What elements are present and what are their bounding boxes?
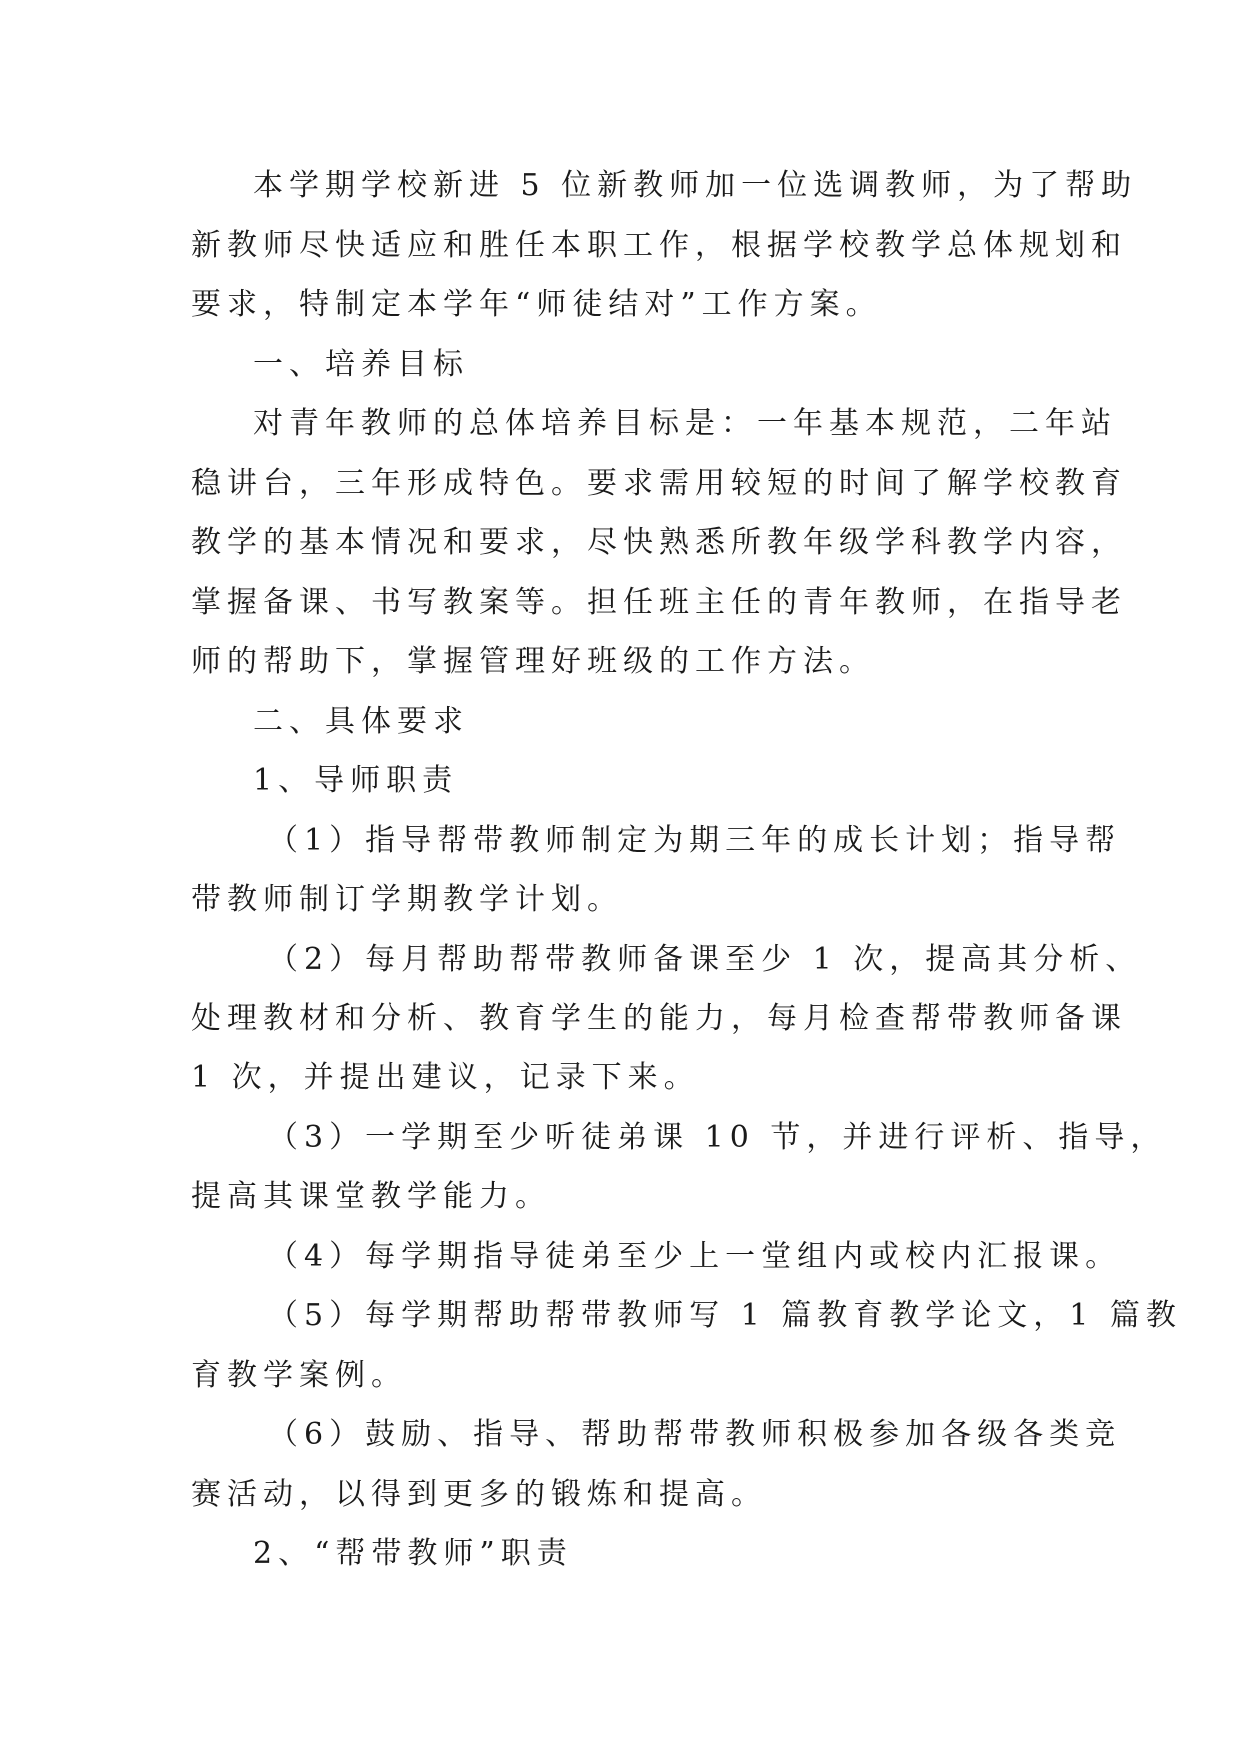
goals-line-1: 对青年教师的总体培养目标是：一年基本规范，二年站 xyxy=(253,406,1117,441)
item-4-line-1: （4）每学期指导徒弟至少上一堂组内或校内汇报课。 xyxy=(268,1239,1122,1274)
subheading-mentee-duties: 2、“帮带教师”职责 xyxy=(253,1536,573,1571)
intro-line-2: 新教师尽快适应和胜任本职工作，根据学校教学总体规划和 xyxy=(191,228,1127,263)
item-2-line-1: （2）每月帮助帮带教师备课至少 1 次，提高其分析、 xyxy=(268,942,1142,977)
item-1-line-1: （1）指导帮带教师制定为期三年的成长计划；指导帮 xyxy=(268,823,1122,858)
intro-line-3: 要求，特制定本学年“师徒结对”工作方案。 xyxy=(191,287,882,322)
item-3-line-2: 提高其课堂教学能力。 xyxy=(191,1179,551,1214)
section-heading-requirements: 二、具体要求 xyxy=(253,704,469,739)
item-3-line-1: （3）一学期至少听徒弟课 10 节，并进行评析、指导， xyxy=(268,1120,1167,1155)
item-1-line-2: 带教师制订学期教学计划。 xyxy=(191,882,623,917)
item-5-line-1: （5）每学期帮助帮带教师写 1 篇教育教学论文，1 篇教 xyxy=(268,1298,1182,1333)
goals-line-3: 教学的基本情况和要求，尽快熟悉所教年级学科教学内容， xyxy=(191,525,1127,560)
item-2-line-2: 处理教材和分析、教育学生的能力，每月检查帮带教师备课 xyxy=(191,1001,1127,1036)
item-5-line-2: 育教学案例。 xyxy=(191,1358,407,1393)
item-6-line-1: （6）鼓励、指导、帮助帮带教师积极参加各级各类竞 xyxy=(268,1417,1122,1452)
item-6-line-2: 赛活动，以得到更多的锻炼和提高。 xyxy=(191,1477,767,1512)
item-2-line-3: 1 次，并提出建议，记录下来。 xyxy=(191,1060,700,1095)
subheading-mentor-duties: 1、导师职责 xyxy=(253,763,459,798)
goals-line-4: 掌握备课、书写教案等。担任班主任的青年教师，在指导老 xyxy=(191,585,1127,620)
intro-line-1: 本学期学校新进 5 位新教师加一位选调教师，为了帮助 xyxy=(253,168,1138,203)
goals-line-5: 师的帮助下，掌握管理好班级的工作方法。 xyxy=(191,644,875,679)
goals-line-2: 稳讲台，三年形成特色。要求需用较短的时间了解学校教育 xyxy=(191,466,1127,501)
section-heading-goals: 一、培养目标 xyxy=(253,347,469,382)
